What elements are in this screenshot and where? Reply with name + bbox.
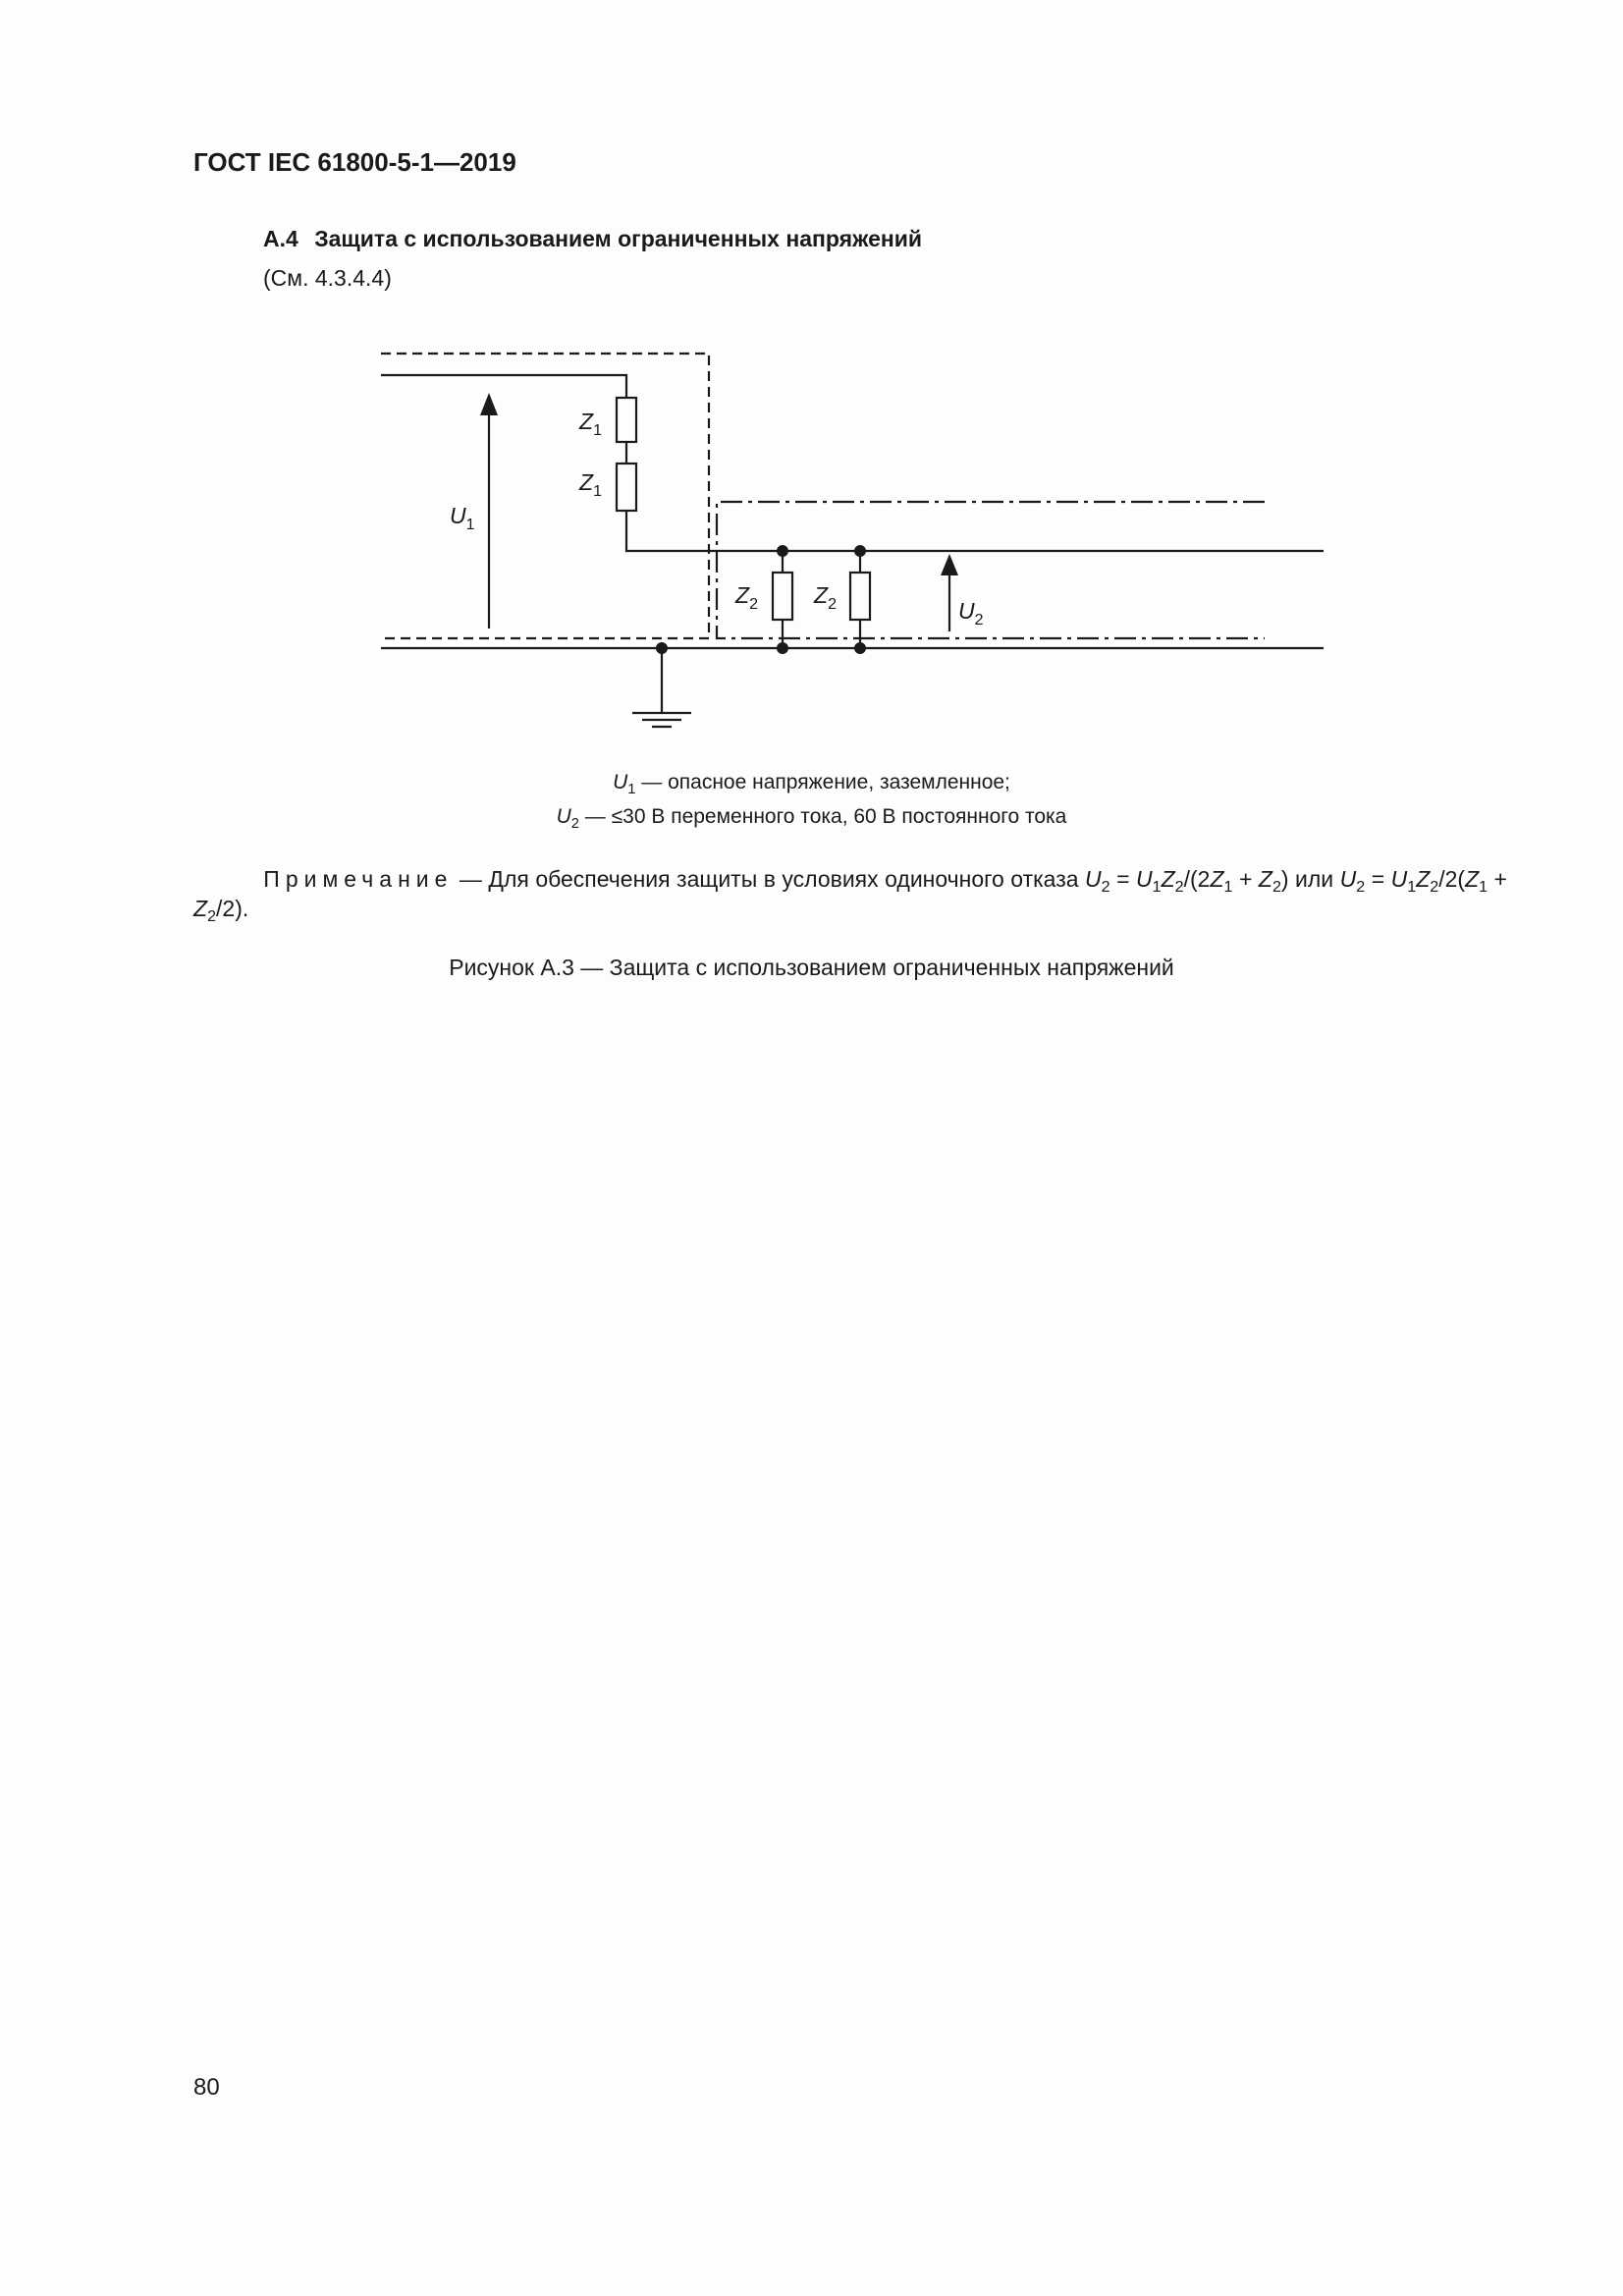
page-number: 80 [193, 2074, 220, 2101]
section-title: Защита с использованием ограниченных напряжений [314, 226, 923, 251]
figure-caption: Рисунок А.3 — Защита с использованием ограниченных напряжений [449, 955, 1174, 980]
label-z2: $Z_2$ [735, 582, 758, 613]
label-u2: $U_2$ [958, 598, 984, 629]
label-z2: $Z_2$ [814, 582, 837, 613]
junction-dot [777, 545, 788, 557]
section-reference: (См. 4.3.4.4) [263, 265, 392, 291]
note-label: Примечание [263, 866, 454, 892]
note-paragraph: Примечание — Для обеспечения защиты в условиях одиночного отказа $U_2 = U_1Z_2/(2Z_1 + Z_2)$ или $U_2 = U_1Z_2/2(Z_1 + Z_2/2)$. [193, 866, 1507, 925]
section-number: A.4 [263, 226, 298, 251]
resistor-z1-top [617, 398, 636, 442]
resistor-z2-left [773, 573, 792, 620]
circuit-diagram [0, 0, 1623, 766]
label-u1: $U_1$ [450, 503, 475, 533]
formula-2: $U_2 = U_1Z_2/2(Z_1 + Z_2/2)$. [193, 866, 1507, 925]
legend-u1: $U_1$ — опасное напряжение, заземленное; [613, 771, 1010, 797]
junction-dot [777, 642, 788, 654]
formula-1: $U_2 = U_1Z_2/(2Z_1 + Z_2)$ [1085, 866, 1289, 896]
legend-u2: $U_2$ — ≤30 В переменного тока, 60 В постоянного тока [556, 805, 1067, 832]
resistor-z2-right [850, 573, 870, 620]
junction-dot [854, 545, 866, 557]
label-z1: $Z_1$ [579, 469, 602, 500]
protected-zone-boundary [717, 502, 1265, 638]
hazardous-zone-boundary [381, 354, 709, 638]
resistor-z1-bottom [617, 464, 636, 511]
junction-dot [854, 642, 866, 654]
label-z1: $Z_1$ [579, 409, 602, 439]
junction-dot [656, 642, 668, 654]
conductor-middle [626, 511, 1324, 551]
document-header: ГОСТ IEC 61800-5-1—2019 [193, 147, 516, 177]
conductor-upper-left [381, 375, 626, 398]
